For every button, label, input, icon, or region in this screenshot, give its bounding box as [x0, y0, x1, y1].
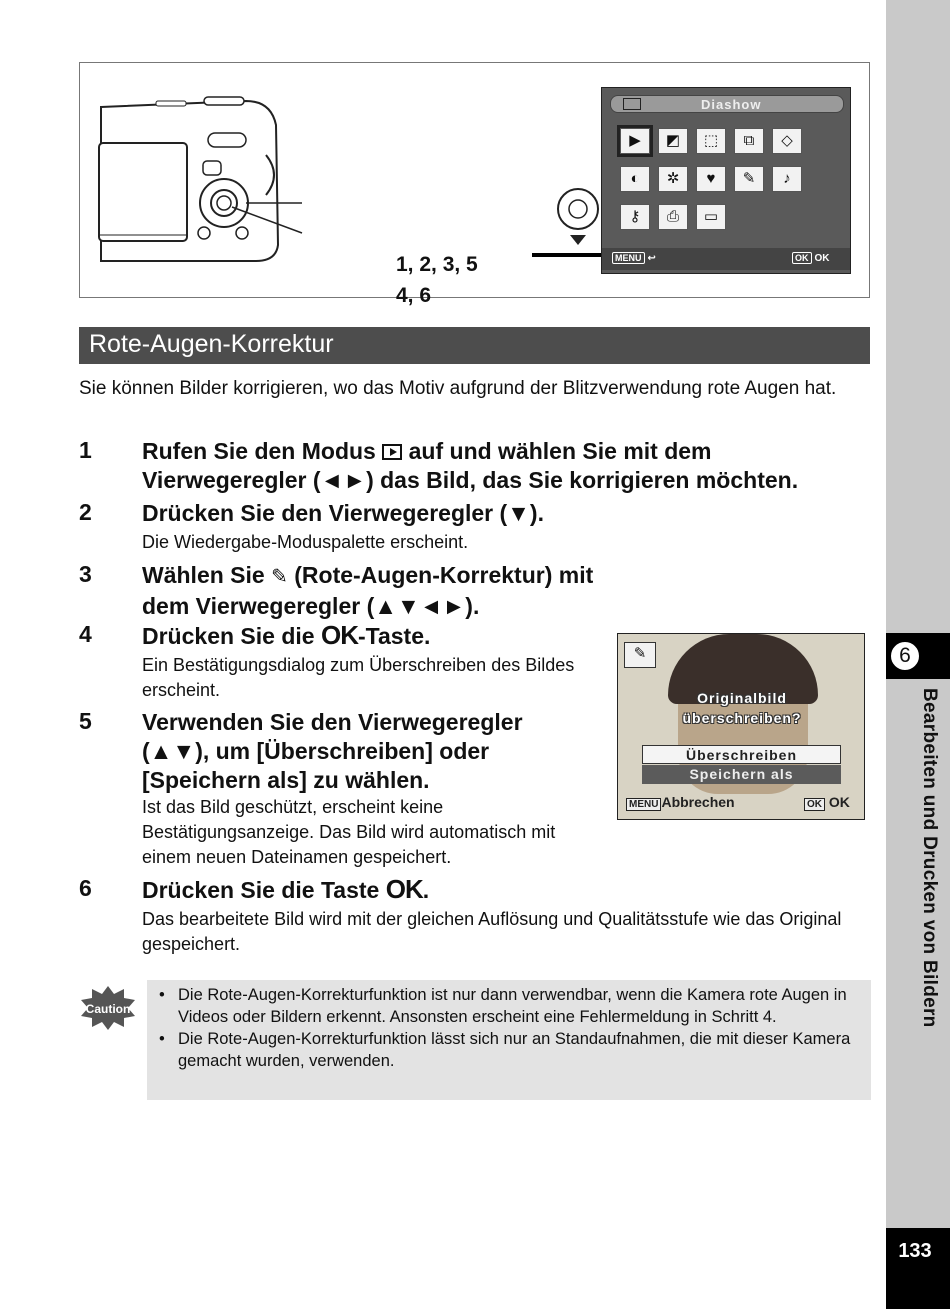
- palette-footer: [602, 248, 850, 270]
- step-heading-part: Vierwegeregler (◄►) das Bild, das Sie korrigieren möchten.: [142, 467, 799, 493]
- chapter-title: Bearbeiten und Drucken von Bildern: [919, 688, 940, 1028]
- dialog-footer: [626, 794, 862, 811]
- save-as-option[interactable]: Speichern als: [642, 765, 841, 784]
- cropping-icon[interactable]: ⬚: [696, 128, 726, 154]
- red-eye-dialog-screen: [617, 633, 865, 820]
- dialog-question-line-1: Originalbild: [697, 690, 787, 706]
- caution-item: • Die Rote-Augen-Korrekturfunktion lässt sich nur an Standaufnahmen, die mit dieser Kamera gemacht wurden, verwenden.: [157, 1028, 862, 1072]
- dialog-question-line-2: überschreiben?: [682, 710, 802, 726]
- step-body: Ein Bestätigungsdialog zum Überschreiben des Bildes erscheint.: [142, 655, 575, 700]
- step-heading-part: Rufen Sie den Modus: [142, 438, 376, 464]
- slideshow-icon[interactable]: ▶: [620, 128, 650, 154]
- step-number: 2: [79, 499, 92, 525]
- caution-icon: [80, 986, 136, 1030]
- ok-label: OK: [828, 794, 850, 810]
- palette-title-bar: [610, 95, 844, 113]
- step-labels: [396, 249, 478, 311]
- step-heading: Verwenden Sie den Vierwegeregler (▲▼), um [Überschreiben] oder [Speichern als] zu wählen.: [142, 709, 523, 793]
- step-heading-part: .: [422, 877, 430, 903]
- menu-key: MENU: [612, 252, 645, 264]
- red-eye-icon: ✎: [271, 566, 288, 588]
- four-way-controller-icon: [556, 187, 600, 247]
- step-heading-part: (Rote-Augen-Korrektur) mit: [294, 562, 594, 588]
- page-number: 133: [898, 1240, 932, 1262]
- chapter-number: 6: [889, 640, 921, 672]
- step-heading: [142, 437, 882, 495]
- step-body: Das bearbeitete Bild wird mit der gleichen Auflösung und Qualitätsstufe wie das Original gespeichert.: [142, 909, 842, 954]
- menu-key: MENU: [626, 798, 661, 811]
- menu-back-button[interactable]: [612, 252, 656, 266]
- ok-glyph: OK: [385, 874, 423, 904]
- caution-item: • Die Rote-Augen-Korrekturfunktion ist nur dann verwendbar, wenn die Kamera rote Augen in Videos oder Bildern erkennt. Ansonsten erscheint eine Fehlermeldung in Schritt 4.: [157, 984, 862, 1028]
- protect-icon[interactable]: ⚷: [620, 204, 650, 230]
- step-number: 1: [79, 437, 92, 463]
- digital-filter-icon[interactable]: ◐: [620, 166, 650, 192]
- step-heading: [142, 561, 842, 621]
- ok-button[interactable]: [792, 252, 830, 266]
- step-heading: [142, 875, 862, 905]
- step-number: 4: [79, 621, 92, 647]
- camera-back-illustration: [96, 95, 306, 267]
- voice-memo-icon[interactable]: ♪: [772, 166, 802, 192]
- playback-mode-icon: [382, 444, 402, 460]
- step-number: 3: [79, 561, 92, 587]
- ok-key: OK: [792, 252, 812, 264]
- step-heading: Drücken Sie den Vierwegeregler (▼).: [142, 500, 544, 526]
- overwrite-option[interactable]: Überschreiben: [642, 745, 841, 764]
- step-heading-part: Drücken Sie die: [142, 623, 315, 649]
- step-label-2: 4, 6: [396, 284, 432, 307]
- step-heading-part: auf und wählen Sie mit dem: [408, 438, 712, 464]
- dialog-question: [618, 688, 865, 728]
- caution-icon-label: Caution: [85, 1002, 131, 1016]
- startup-screen-icon[interactable]: ▭: [696, 204, 726, 230]
- step-body: Ist das Bild geschützt, erscheint keine Bestätigungsanzeige. Das Bild wird automatisch mit einem neuen Dateinamen gespeichert.: [142, 797, 556, 867]
- step-heading: [142, 621, 602, 651]
- step-heading-part: -Taste.: [357, 623, 431, 649]
- brightness-icon[interactable]: ✲: [658, 166, 688, 192]
- step-heading-part: Wählen Sie: [142, 562, 265, 588]
- resize-icon[interactable]: ◩: [658, 128, 688, 154]
- frame-icon[interactable]: ♥: [696, 166, 726, 192]
- playback-palette-screen: [601, 87, 851, 274]
- step-number: 6: [79, 875, 92, 901]
- red-eye-icon[interactable]: ✎: [734, 166, 764, 192]
- ok-button[interactable]: [804, 794, 850, 811]
- caution-box: [147, 980, 871, 1100]
- image-copy-icon[interactable]: ⧉: [734, 128, 764, 154]
- step-heading-part: Drücken Sie die Taste: [142, 877, 380, 903]
- section-header: [79, 327, 870, 364]
- red-eye-icon: ✎: [624, 642, 656, 668]
- palette-title: Diashow: [701, 97, 762, 112]
- back-arrow-icon: ↩: [647, 253, 656, 264]
- step-number: 5: [79, 708, 92, 734]
- ok-label: OK: [814, 253, 830, 264]
- cancel-button[interactable]: [626, 794, 735, 810]
- cancel-label: Abbrechen: [661, 794, 735, 810]
- section-title: Rote-Augen-Korrektur: [89, 330, 334, 358]
- rotate-icon[interactable]: ◇: [772, 128, 802, 154]
- ok-glyph: OK: [320, 620, 358, 650]
- dpof-icon[interactable]: ⎙: [658, 204, 688, 230]
- step-label-1: 1, 2, 3, 5: [396, 253, 478, 276]
- step-heading-part: dem Vierwegeregler (▲▼◄►).: [142, 593, 480, 619]
- ok-key: OK: [804, 798, 825, 811]
- caution-list: [157, 984, 862, 1072]
- playback-mode-icon: [623, 98, 641, 110]
- step-body: Die Wiedergabe-Moduspalette erscheint.: [142, 532, 469, 552]
- intro-text: Sie können Bilder korrigieren, wo das Motiv aufgrund der Blitzverwendung rote Augen hat.: [79, 378, 837, 399]
